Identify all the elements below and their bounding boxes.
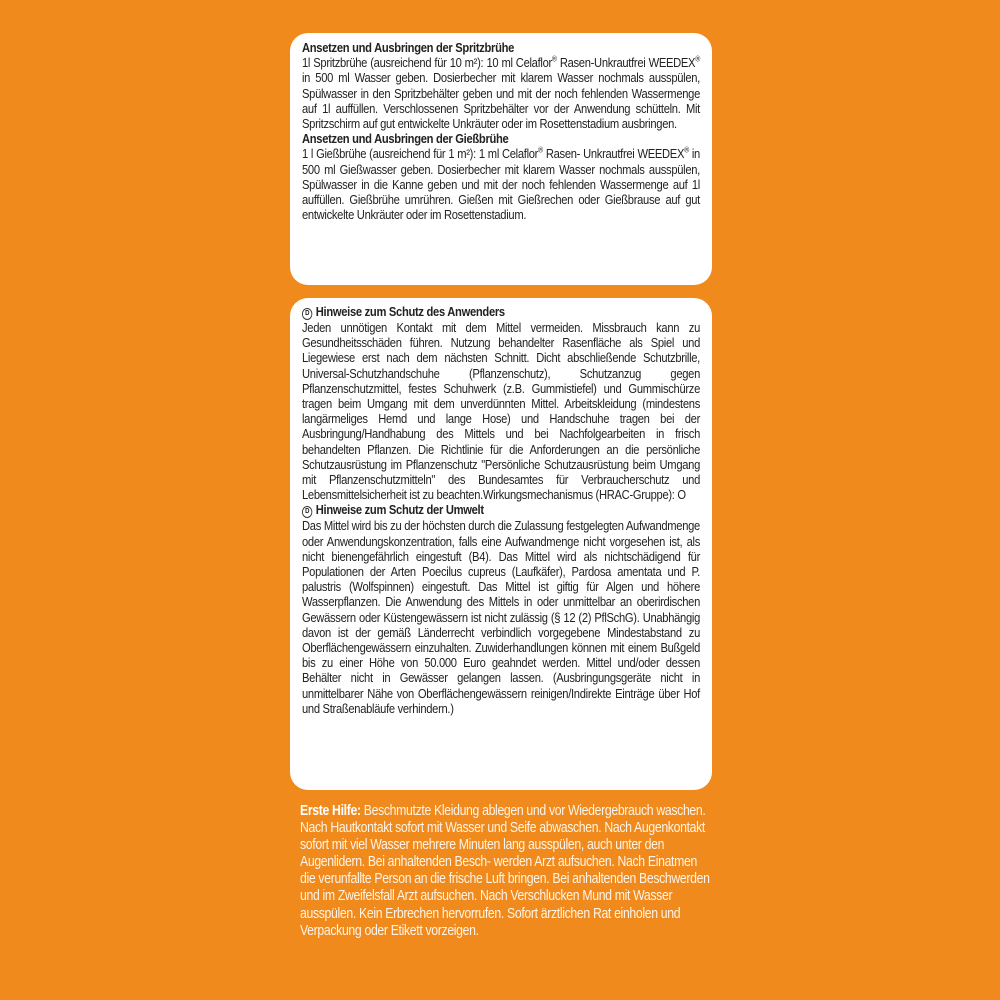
application-card [290,33,712,285]
watering-text-part-3: in 500 ml Gießwasser geben. Dosierbecher mit klarem Wasser nochmals ausspülen, Spülwasser in die Kanne geben und mit der noch fehlenden Wassermenge auf 1l auffüllen. Gießbrühe umrühren. Gießen mit Gießrechen oder Gießbrause auf gut entwickelte Unkräuter oder im Rosettenstadium. [302,146,700,223]
user-protection-title: Hinweise zum Schutz des Anwenders [315,304,505,319]
first-aid-label: Erste Hilfe: [300,803,361,819]
d-circle-icon: D [302,506,312,518]
registered-mark: ® [538,146,543,156]
first-aid-text-block [300,803,710,940]
spray-heading: Ansetzen und Ausbringen der Spritzbrühe [302,40,515,55]
registered-mark: ® [684,146,689,156]
watering-text-part-1: 1 l Gießbrühe (ausreichend für 1 m²): 1 ml Celaflor [302,146,539,162]
environment-heading [302,502,700,518]
spray-text-part-3: in 500 ml Wasser geben. Dosierbecher mit klarem Wasser nochmals ausspülen, Spülwasser in den Spritzbehälter geben und mit der noch fehlenden Wassermenge auf 1l auffüllen. Verschlossenen Spritzbehälter vor der Anwendung schütteln. Mit Spritzschirm auf gut entwickelte Unkräuter oder im Rosettenstadium ausbringen. [302,70,700,132]
d-circle-icon: D [302,308,312,320]
spray-instructions [302,55,700,131]
environment-text: Das Mittel wird bis zu der höchsten durch die Zulassung festgelegten Aufwandmenge oder Anwendungskonzentration, falls eine Aufwandmenge nicht vorgesehen ist, als nicht bienengefährlich eingestuft (B4). Das Mittel wird als nichtschädigend für Populationen der Arten Poecilus cupreus (Laufkäfer), Pardosa amentata und P. palustris (Wolfspinnen) eingestuft. Das Mittel ist giftig für Algen und höhere Wasserpflanzen. Die Anwendung des Mittels in oder unmittelbar an oberirdischen Gewässern oder Küstengewässern ist nicht zulässig (§ 12 (2) PflSchG). Unabhängig davon ist der gemäß Länderrecht verbindlich vorgegebene Mindestabstand zu Oberflächengewässern einzuhalten. Zuwiderhandlungen können mit einem Bußgeld bis zu einer Höhe von 50.000 Euro geahndet werden. Mittel und/oder dessen Behälter nicht in Gewässer gelangen lassen. (Ausbringungsgeräte nicht in unmittelbarer Nähe von Oberflächengewässern reinigen/Indirekte Einträge über Hof und Straßenabläufe verhindern.) [302,518,700,716]
registered-mark: ® [551,54,557,64]
registered-mark: ® [695,54,700,64]
safety-text-block [302,304,700,716]
first-aid-section [300,803,710,940]
user-protection-heading [302,304,700,320]
safety-card [290,298,712,790]
watering-text-part-2: Rasen- Unkrautfrei WEEDEX [542,146,685,162]
watering-heading: Ansetzen und Ausbringen der Gießbrühe [302,131,509,147]
application-text-block [302,40,700,222]
spray-text-part-2: Rasen-Unkrautfrei WEEDEX [556,55,696,71]
spray-text-part-1: 1l Spritzbrühe (ausreichend für 10 m²): 10 ml Celaflor [302,55,552,71]
environment-title: Hinweise zum Schutz der Umwelt [315,502,484,518]
user-protection-text: Jeden unnötigen Kontakt mit dem Mittel vermeiden. Missbrauch kann zu Gesundheitsschäden führen. Nutzung behandelter Rasenfläche als Spiel und Liegewiese erst nach dem nächsten Schnitt. Dicht abschließende Schutzbrille, Universal-Schutzhandschuhe (Pflanzenschutz), Schutzanzug gegen Pflanzenschutzmittel, festes Schuhwerk (z.B. Gummistiefel) und Gummischürze tragen beim Umgang mit dem unverdünnten Mittel. Arbeitskleidung (mindestens langärmeliges Hemd und lange Hose) und Handschuhe tragen bei der Ausbringung/Handhabung des Mittels und bei Nachfolgearbeiten in frisch behandelten Pflanzen. Die Richtlinie für die Anforderungen an die persönliche Schutzausrüstung im Pflanzenschutz "Persönliche Schutzausrüstung beim Umgang mit Pflanzenschutzmitteln" des Bundesamtes für Verbraucherschutz und Lebensmittelsicherheit ist zu beachten.Wirkungsmechanismus (HRAC-Gruppe): O [302,320,700,503]
watering-instructions [302,146,700,222]
first-aid-text: Beschmutzte Kleidung ablegen und vor Wiedergebrauch waschen. Nach Hautkontakt sofort mit Wasser und Seife abwaschen. Nach Augenkontakt sofort mit viel Wasser mehrere Minuten lang ausspülen, auch unter den Augenlidern. Bei anhaltenden Besch- werden Arzt aufsuchen. Nach Einatmen die verunfallte Person an die frische Luft bringen. Bei anhaltenden Beschwerden und im Zweifelsfall Arzt aufsuchen. Nach Verschlucken Mund mit Wasser ausspülen. Kein Erbrechen hervorrufen. Sofort ärztlichen Rat einholen und Verpackung oder Etikett vorzeigen. [300,803,710,939]
